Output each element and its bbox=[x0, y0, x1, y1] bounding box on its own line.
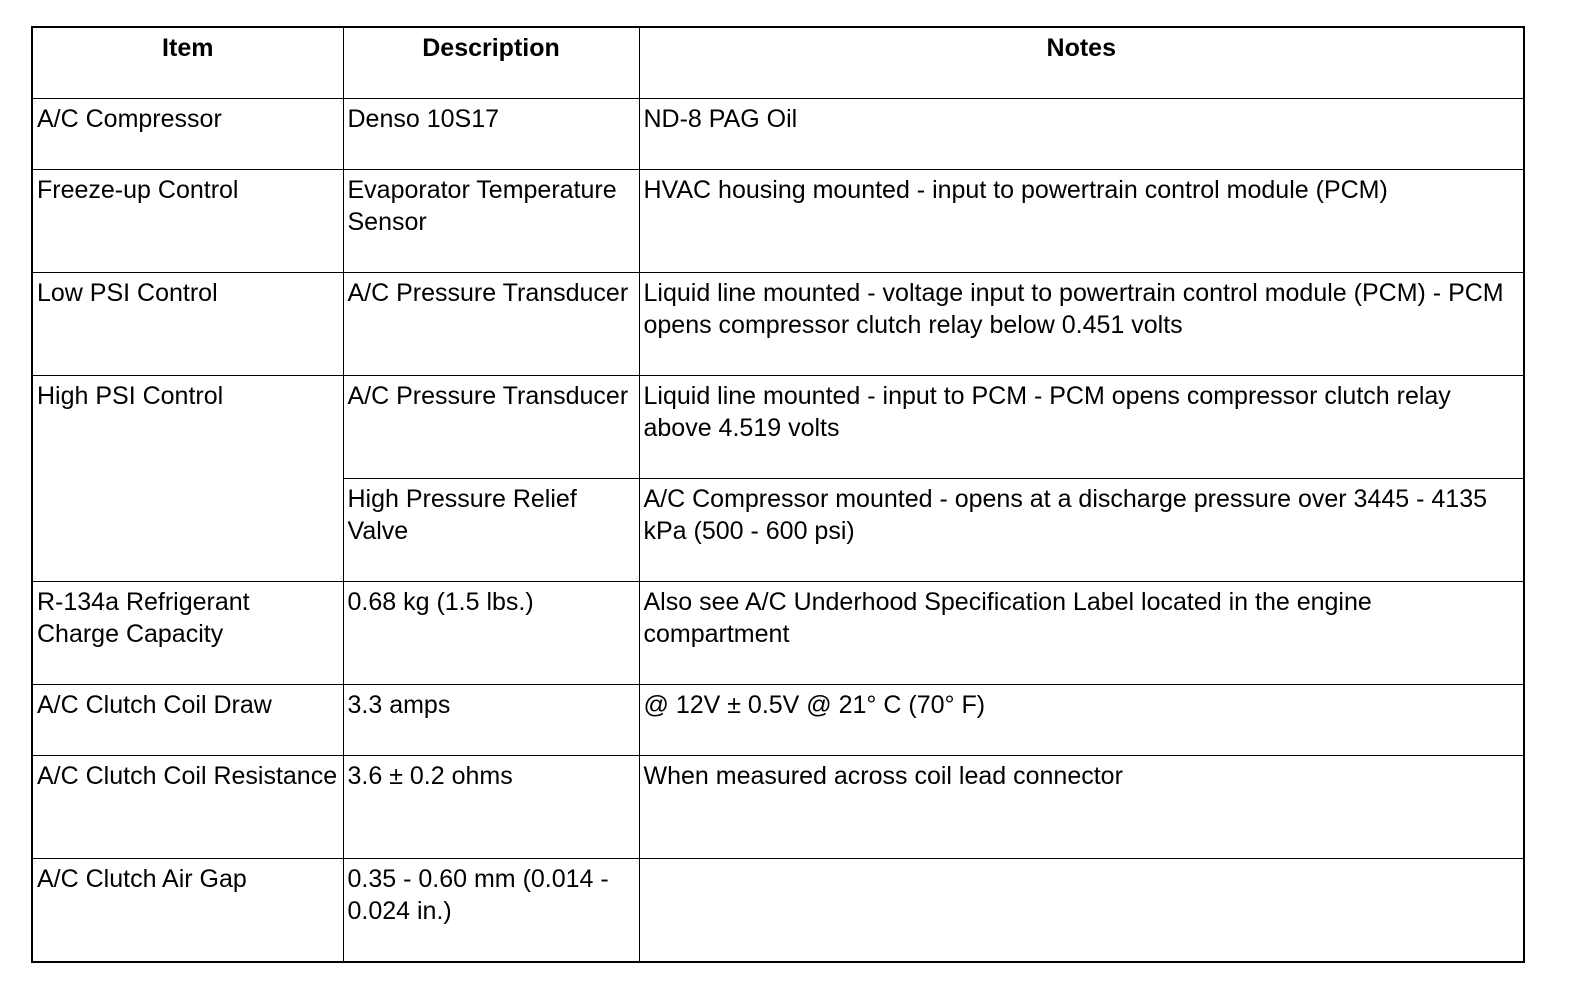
cell-description: Denso 10S17 bbox=[343, 99, 639, 170]
ac-specifications-table bbox=[31, 26, 1525, 963]
table-row bbox=[32, 685, 1524, 756]
table-header-row bbox=[32, 27, 1524, 99]
cell-item: A/C Clutch Coil Draw bbox=[32, 685, 343, 756]
header-notes: Notes bbox=[639, 27, 1524, 99]
cell-notes: Also see A/C Underhood Specification Label located in the engine compartment bbox=[639, 582, 1524, 685]
cell-notes: ND-8 PAG Oil bbox=[639, 99, 1524, 170]
cell-notes: @ 12V ± 0.5V @ 21° C (70° F) bbox=[639, 685, 1524, 756]
table-row bbox=[32, 756, 1524, 859]
cell-description: High Pressure Relief Valve bbox=[343, 479, 639, 582]
cell-item: A/C Clutch Air Gap bbox=[32, 859, 343, 963]
cell-item: R-134a Refrigerant Charge Capacity bbox=[32, 582, 343, 685]
cell-item: High PSI Control bbox=[32, 376, 343, 582]
cell-item: A/C Compressor bbox=[32, 99, 343, 170]
cell-item: A/C Clutch Coil Resistance bbox=[32, 756, 343, 859]
cell-notes: When measured across coil lead connector bbox=[639, 756, 1524, 859]
cell-description: A/C Pressure Transducer bbox=[343, 273, 639, 376]
cell-description: A/C Pressure Transducer bbox=[343, 376, 639, 479]
cell-notes: Liquid line mounted - input to PCM - PCM opens compressor clutch relay above 4.519 volts bbox=[639, 376, 1524, 479]
cell-item: Freeze-up Control bbox=[32, 170, 343, 273]
cell-item: Low PSI Control bbox=[32, 273, 343, 376]
header-description: Description bbox=[343, 27, 639, 99]
table-row bbox=[32, 170, 1524, 273]
table-row bbox=[32, 273, 1524, 376]
cell-notes: Liquid line mounted - voltage input to powertrain control module (PCM) - PCM opens compressor clutch relay below 0.451 volts bbox=[639, 273, 1524, 376]
table-row bbox=[32, 582, 1524, 685]
cell-description: Evaporator Temperature Sensor bbox=[343, 170, 639, 273]
cell-description: 0.68 kg (1.5 lbs.) bbox=[343, 582, 639, 685]
cell-description: 0.35 - 0.60 mm (0.014 - 0.024 in.) bbox=[343, 859, 639, 963]
cell-notes bbox=[639, 859, 1524, 963]
cell-description: 3.3 amps bbox=[343, 685, 639, 756]
header-item: Item bbox=[32, 27, 343, 99]
table-row bbox=[32, 376, 1524, 479]
cell-description: 3.6 ± 0.2 ohms bbox=[343, 756, 639, 859]
cell-notes: HVAC housing mounted - input to powertrain control module (PCM) bbox=[639, 170, 1524, 273]
table-row bbox=[32, 99, 1524, 170]
cell-notes: A/C Compressor mounted - opens at a discharge pressure over 3445 - 4135 kPa (500 - 600 psi) bbox=[639, 479, 1524, 582]
table-row bbox=[32, 859, 1524, 963]
